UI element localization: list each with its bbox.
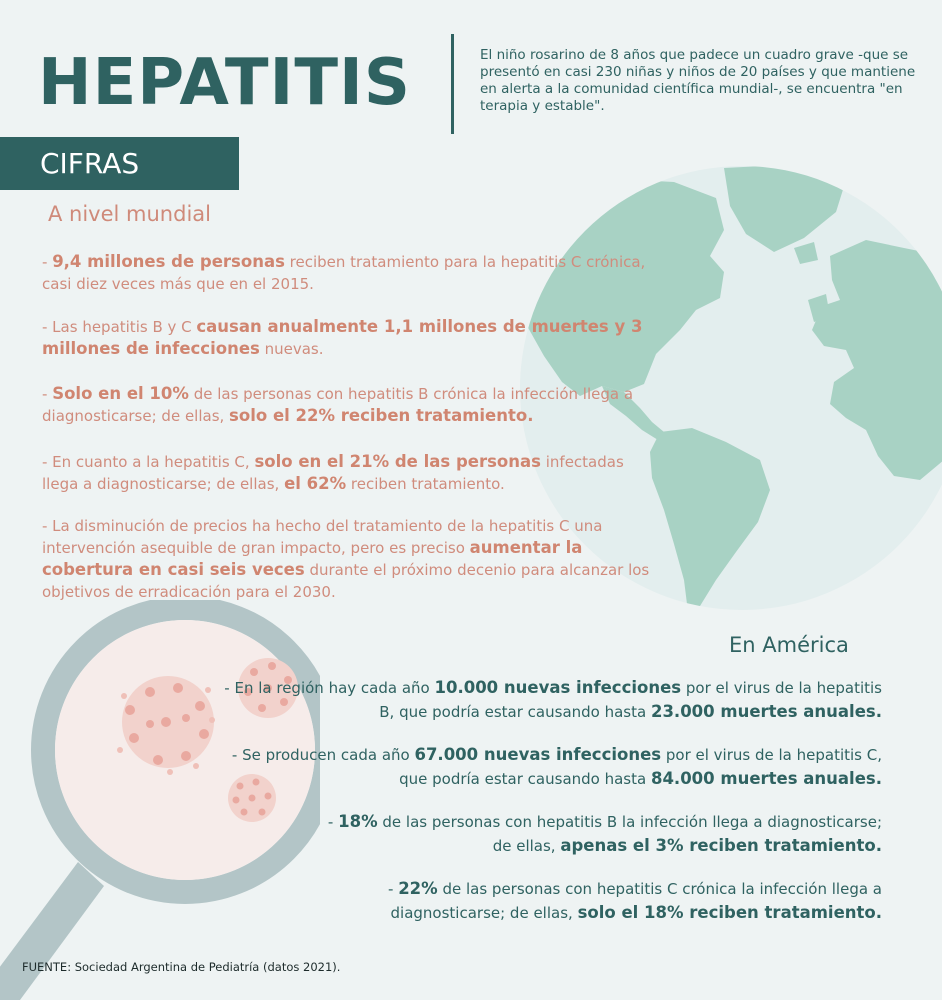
world-fact-4: - En cuanto a la hepatitis C, solo en el 21% de las personas infectadas llega a diagnosticarse; de ellas, el 62% reciben tratamiento.: [42, 452, 624, 493]
america-fact-4: - 22% de las personas con hepatitis C crónica la infección llega a diagnosticarse; de ellas, solo el 18% reciben tratamiento.: [388, 879, 882, 922]
world-fact-3: - Solo en el 10% de las personas con hepatitis B crónica la infección llega a diagnosticarse; de ellas, solo el 22% reciben tratamiento.: [42, 384, 634, 425]
page-title: HEPATITIS: [38, 46, 411, 120]
section-label: CIFRAS: [40, 147, 140, 180]
source-note: FUENTE: Sociedad Argentina de Pediatría (datos 2021).: [22, 960, 341, 974]
magnifier-icon: [0, 600, 320, 1000]
world-fact-2: - Las hepatitis B y C causan anualmente 1,1 millones de muertes y 3 millones de infecciones nuevas.: [42, 317, 643, 358]
magnifier-handle: [0, 862, 104, 1000]
world-heading: A nivel mundial: [48, 202, 211, 226]
header-divider: [451, 34, 454, 134]
america-fact-3: - 18% de las personas con hepatitis B la infección llega a diagnosticarse; de ellas, apenas el 3% reciben tratamiento.: [327, 812, 882, 855]
world-fact-1: - 9,4 millones de personas reciben tratamiento para la hepatitis C crónica, casi diez veces más que en el 2015.: [42, 252, 646, 293]
america-fact-2: - Se producen cada año 67.000 nuevas infecciones por el virus de la hepatitis C, que podría estar causando hasta 84.000 muertes anuales.: [231, 745, 882, 788]
intro-text: El niño rosarino de 8 años que padece un cuadro grave -que se presentó en casi 230 niñas y niños de 20 países y que mantiene en alerta a la comunidad científica mundial-, se encuentra "en terapia y estable".: [480, 47, 916, 114]
america-fact-1: - En la región hay cada año 10.000 nuevas infecciones por el virus de la hepatitis B, que podría estar causando hasta 23.000 muertes anuales.: [224, 678, 882, 721]
america-heading: En América: [729, 633, 849, 657]
world-fact-5: - La disminución de precios ha hecho del tratamiento de la hepatitis C una intervención asequible de gran impacto, pero es preciso aumentar la cobertura en casi seis veces durante el próximo decenio para alcanzar los objetivos de erradicación para el 2030.: [42, 517, 650, 601]
